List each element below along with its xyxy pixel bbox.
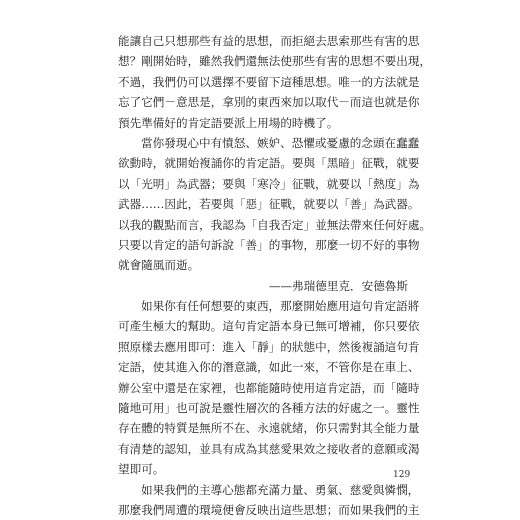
- text-line: ——弗瑞德里克．安德魯斯: [268, 278, 408, 293]
- text-line: 有清楚的認知，並具有成為其慈愛果效之接收者的意願或渴: [118, 441, 420, 456]
- text-line: 預先準備好的肯定語要派上用場的時機了。: [118, 115, 339, 130]
- text-line: 想？剛開始時，雖然我們還無法使那些有害的思想不要出現，: [118, 54, 432, 69]
- text-line: 只要以肯定的語句訴說「善」的事物，那麼一切不好的事物: [118, 237, 420, 252]
- text-line: 以我的觀點而言，我認為「自我否定」並無法帶來任何好處。: [118, 217, 432, 232]
- quote-attribution: [118, 276, 408, 296]
- paragraph-1-continued: [118, 31, 432, 133]
- text-line: 就會隨風而逝。: [118, 258, 200, 273]
- text-line: 能讓自己只想那些有益的思想，而拒絕去思索那些有害的思: [118, 34, 420, 48]
- text-line: 如果你有任何想要的東西，那麼開始應用這句肯定語將: [141, 299, 420, 314]
- text-line: 以「光明」為武器；要與「寒冷」征戰，就要以「熱度」為: [118, 176, 420, 191]
- text-line: 欲動時，就開始複誦你的肯定語。要與「黑暗」征戰，就要: [118, 156, 420, 171]
- text-line: 望即可。: [118, 462, 165, 477]
- text-line: 忘了它們－意思是，拿別的東西來加以取代－而這也就是你: [118, 95, 420, 110]
- paragraph-3: [118, 296, 420, 480]
- text-line: 可產生極大的幫助。這句肯定語本身已無可增補，你只要依: [118, 319, 420, 334]
- text-line: 當你發現心中有憤怒、嫉妒、恐懼或憂慮的念頭在蠢蠢: [141, 135, 420, 150]
- text-line: 存在體的特質是無所不在、永遠就緒，你只需對其全能力量: [118, 421, 420, 436]
- text-line: 定語，使其進入你的潛意識，如此一來，不管你是在車上、: [118, 360, 420, 375]
- body-text: [118, 31, 432, 520]
- text-line: 辦公室中還是在家裡，也都能隨時使用這肯定語，而「隨時: [118, 380, 420, 395]
- paragraph-2: [118, 133, 432, 276]
- text-line: 那麼我們周遭的環境便會反映出這些思想；而如果我們的主: [118, 502, 420, 517]
- text-line: 如果我們的主導心態都充滿力量、勇氣、慈愛與憐憫，: [141, 482, 420, 497]
- text-line: 照原樣去應用即可：進入「靜」的狀態中，然後複誦這句肯: [118, 339, 420, 354]
- text-line: 隨地可用」也可說是靈性層次的各種方法的好處之一。靈性: [118, 401, 420, 416]
- text-line: 不過，我們仍可以選擇不要留下這種思想。唯一的方法就是: [118, 74, 420, 89]
- page-number: 129: [393, 470, 411, 480]
- text-line: 武器……因此，若要與「惡」征戰，就要以「善」為武器。: [118, 197, 420, 212]
